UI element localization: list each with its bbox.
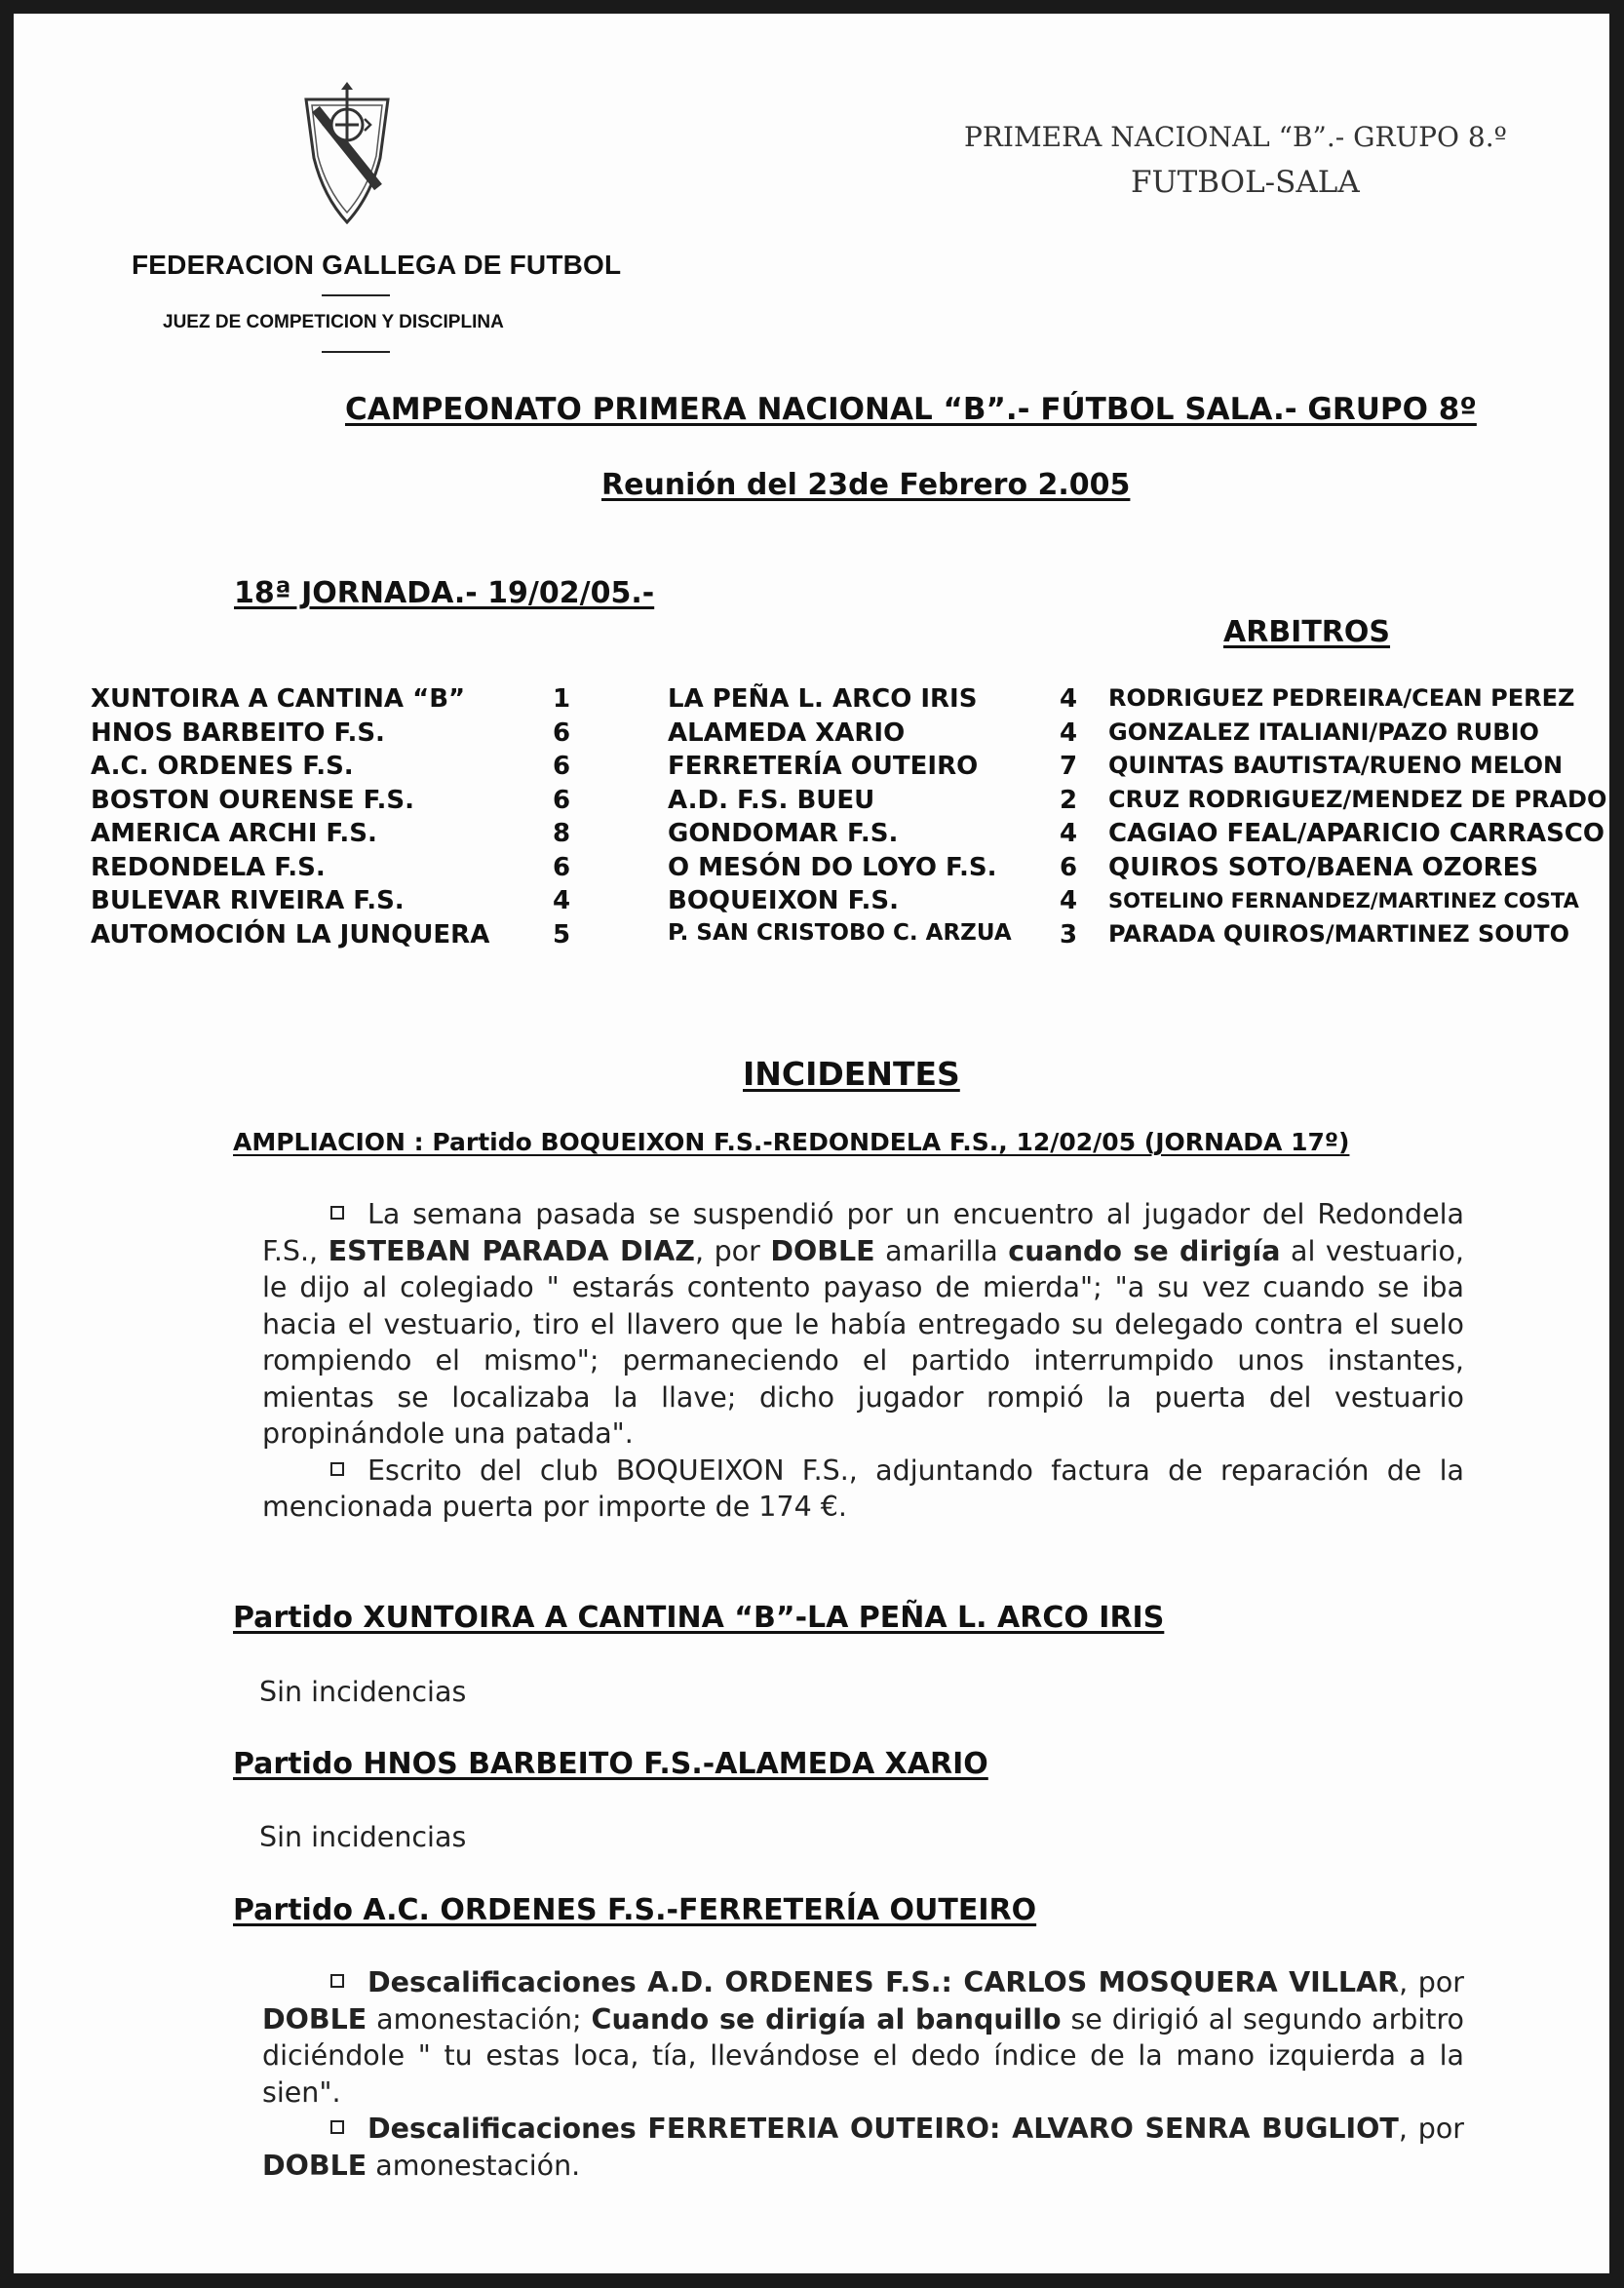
away-score: 4 bbox=[1060, 684, 1078, 714]
judge-title: JUEZ DE COMPETICION Y DISCIPLINA bbox=[163, 312, 504, 332]
referees: CAGIAO FEAL/APARICIO CARRASCO bbox=[1108, 819, 1605, 848]
home-score: 8 bbox=[553, 819, 571, 848]
home-score: 6 bbox=[553, 852, 571, 882]
home-team: XUNTOIRA A CANTINA “B” bbox=[91, 684, 466, 714]
referees: SOTELINO FERNANDEZ/MARTINEZ COSTA bbox=[1108, 889, 1579, 912]
match-title: Partido A.C. ORDENES F.S.-FERRETERÍA OUTEIRO bbox=[233, 1893, 1037, 1927]
home-team: AMERICA ARCHI F.S. bbox=[91, 819, 377, 848]
away-score: 7 bbox=[1060, 752, 1078, 781]
home-score: 6 bbox=[553, 752, 571, 781]
match-title: Partido XUNTOIRA A CANTINA “B”-LA PEÑA L. ARCO IRIS bbox=[233, 1601, 1165, 1635]
competition-line-1: PRIMERA NACIONAL “B”.- GRUPO 8.º bbox=[964, 121, 1507, 153]
away-team: LA PEÑA L. ARCO IRIS bbox=[668, 684, 978, 714]
ampliacion-title: AMPLIACION : Partido BOQUEIXON F.S.-REDONDELA F.S., 12/02/05 (JORNADA 17º) bbox=[233, 1128, 1350, 1156]
away-score: 2 bbox=[1060, 785, 1078, 815]
referees: QUIROS SOTO/BAENA OZORES bbox=[1108, 852, 1539, 882]
checkbox-bullet-icon bbox=[330, 1974, 344, 1988]
referees: QUINTAS BAUTISTA/RUENO MELON bbox=[1108, 752, 1564, 779]
checkbox-bullet-icon bbox=[330, 2120, 344, 2134]
header-divider bbox=[322, 351, 390, 353]
away-score: 3 bbox=[1060, 919, 1078, 950]
home-team: REDONDELA F.S. bbox=[91, 852, 326, 882]
away-team: FERRETERÍA OUTEIRO bbox=[668, 752, 979, 781]
referees: CRUZ RODRIGUEZ/MENDEZ DE PRADO bbox=[1108, 785, 1607, 813]
home-team: AUTOMOCIÓN LA JUNQUERA bbox=[91, 919, 490, 950]
document-page bbox=[14, 14, 1609, 2273]
home-score: 5 bbox=[553, 919, 571, 950]
home-team: A.C. ORDENES F.S. bbox=[91, 752, 354, 781]
referees: GONZALEZ ITALIANI/PAZO RUBIO bbox=[1108, 717, 1539, 746]
paragraph: Descalificaciones A.D. ORDENES F.S.: CARLOS MOSQUERA VILLAR, por DOBLE amonestación; Cuando se dirigía al banquillo se dirigió al segundo arbitro diciéndole " tu estas loca, tía, llevándose el dedo índice de la mano izquierda a la sien". bbox=[262, 1966, 1464, 2109]
home-team: BOSTON OURENSE F.S. bbox=[91, 785, 415, 815]
home-team: HNOS BARBEITO F.S. bbox=[91, 717, 385, 748]
match-title: Partido HNOS BARBEITO F.S.-ALAMEDA XARIO bbox=[233, 1747, 988, 1781]
round-heading: 18ª JORNADA.- 19/02/05.- bbox=[234, 576, 655, 610]
paragraph: La semana pasada se suspendió por un encuentro al jugador del Redondela F.S., ESTEBAN PARADA DIAZ, por DOBLE amarilla cuando se dirigía al vestuario, le dijo al colegiado " estarás contento payaso de mierda"; "a su vez cuando se iba hacia el vestuario, tiro el llavero que le había entregado su delegado contra el suelo rompiendo el mismo"; permaneciendo el partido interrumpido unos instantes, mientas se localizaba la llave; dicho jugador rompió la puerta del vestuario propinándole una patada". bbox=[262, 1198, 1464, 1450]
checkbox-bullet-icon bbox=[330, 1462, 344, 1476]
home-score: 1 bbox=[553, 684, 571, 714]
federation-crest-icon bbox=[302, 80, 392, 224]
away-team: BOQUEIXON F.S. bbox=[668, 886, 900, 915]
header-divider bbox=[322, 294, 390, 296]
paragraph: Descalificaciones FERRETERIA OUTEIRO: ALVARO SENRA BUGLIOT, por DOBLE amonestación. bbox=[262, 2113, 1464, 2182]
checkbox-bullet-icon bbox=[330, 1206, 344, 1220]
federation-name: FEDERACION GALLEGA DE FUTBOL bbox=[132, 250, 622, 280]
referees-heading: ARBITROS bbox=[1223, 615, 1391, 649]
away-team: A.D. F.S. BUEU bbox=[668, 785, 875, 815]
away-score: 6 bbox=[1060, 852, 1078, 882]
ampliacion-body bbox=[262, 1196, 1464, 1526]
match-status: Sin incidencias bbox=[259, 1676, 467, 1708]
incidents-heading: INCIDENTES bbox=[743, 1055, 960, 1093]
meeting-date: Reunión del 23de Febrero 2.005 bbox=[601, 468, 1131, 502]
away-team: GONDOMAR F.S. bbox=[668, 819, 899, 848]
home-team: BULEVAR RIVEIRA F.S. bbox=[91, 886, 405, 915]
home-score: 4 bbox=[553, 886, 571, 915]
match-status: Sin incidencias bbox=[259, 1821, 467, 1853]
paragraph: Escrito del club BOQUEIXON F.S., adjuntando factura de reparación de la mencionada puerta por importe de 174 €. bbox=[262, 1454, 1464, 1523]
document-title: CAMPEONATO PRIMERA NACIONAL “B”.- FÚTBOL SALA.- GRUPO 8º bbox=[345, 392, 1477, 427]
away-team: P. SAN CRISTOBO C. ARZUA bbox=[668, 919, 1012, 946]
away-score: 4 bbox=[1060, 886, 1078, 915]
competition-line-2: FUTBOL-SALA bbox=[1131, 165, 1360, 200]
referees: PARADA QUIROS/MARTINEZ SOUTO bbox=[1108, 919, 1569, 948]
home-score: 6 bbox=[553, 717, 571, 748]
home-score: 6 bbox=[553, 785, 571, 815]
referees: RODRIGUEZ PEDREIRA/CEAN PEREZ bbox=[1108, 684, 1575, 712]
match3-body bbox=[262, 1964, 1464, 2184]
away-score: 4 bbox=[1060, 717, 1078, 748]
away-team: O MESÓN DO LOYO F.S. bbox=[668, 852, 997, 882]
away-team: ALAMEDA XARIO bbox=[668, 717, 906, 748]
away-score: 4 bbox=[1060, 819, 1078, 848]
